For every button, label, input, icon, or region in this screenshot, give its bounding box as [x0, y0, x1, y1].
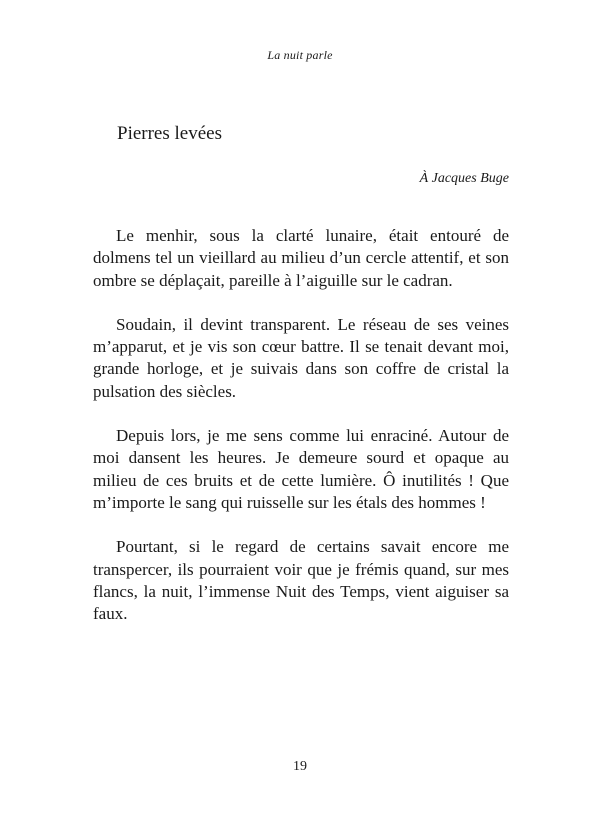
paragraph-4: Pourtant, si le regard de certains savait encore me transpercer, ils pourraient voir que je frémis quand, sur mes flancs, la nuit, l’immense Nuit des Temps, vient aiguiser sa faux. — [93, 537, 509, 624]
dedication: À Jacques Buge — [419, 171, 509, 186]
poem-title: Pierres levées — [117, 123, 222, 144]
paragraph-1: Le menhir, sous la clarté lunaire, était entouré de dolmens tel un vieillard au milieu d’un cercle attentif, et son ombre se déplaçait, pareille à l’aiguille sur le cadran. — [93, 226, 509, 290]
page-number: 19 — [293, 759, 307, 774]
paragraph-2: Soudain, il devint transparent. Le réseau de ses veines m’apparut, et je vis son cœur battre. Il se tenait devant moi, grande horloge, et je suivais dans son coffre de cristal la pulsation des siècles. — [93, 314, 509, 401]
running-header: La nuit parle — [267, 48, 333, 62]
poem-body — [93, 225, 509, 647]
paragraph-3: Depuis lors, je me sens comme lui enraciné. Autour de moi dansent les heures. Je demeure sourd et opaque au milieu de ces bruits et de cette lumière. Ô inutilités ! Que m’importe le sang qui ruisselle sur les étals des hommes ! — [93, 426, 509, 512]
